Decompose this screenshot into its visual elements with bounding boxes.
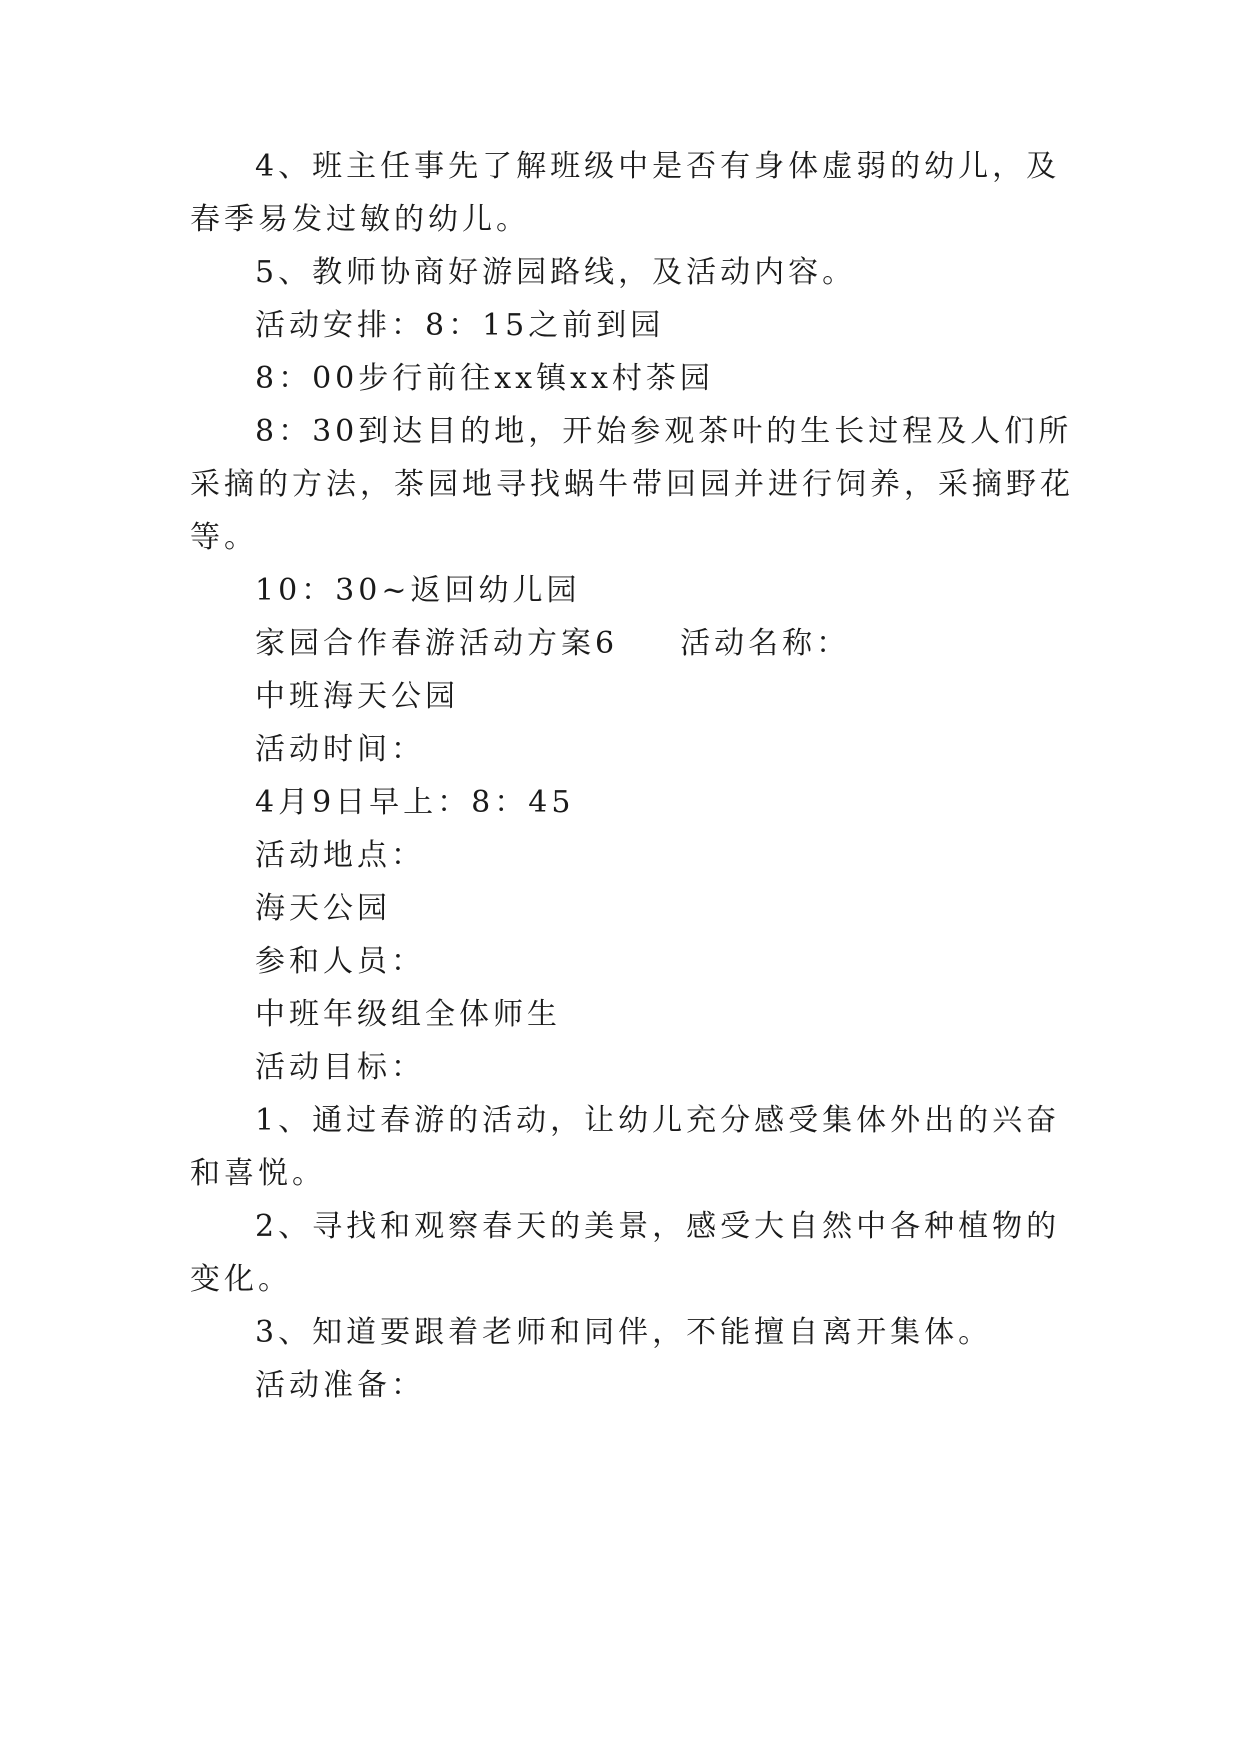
paragraph-line: 和喜悦。 bbox=[190, 1156, 326, 1191]
paragraph-line: 2、寻找和观察春天的美景，感受大自然中各种植物的 bbox=[255, 1209, 1061, 1244]
paragraph-line: 4、班主任事先了解班级中是否有身体虚弱的幼儿，及 bbox=[255, 149, 1061, 184]
paragraph-line: 8：30到达目的地，开始参观茶叶的生长过程及人们所 bbox=[255, 414, 1073, 449]
paragraph-line: 活动地点： bbox=[255, 838, 425, 873]
paragraph-line: 4月9日早上：8：45 bbox=[255, 785, 575, 820]
paragraph-line bbox=[255, 624, 1125, 664]
paragraph-line: 采摘的方法，茶园地寻找蜗牛带回园并进行饲养，采摘野花 bbox=[190, 467, 1074, 502]
paragraph-line: 海天公园 bbox=[255, 891, 391, 926]
paragraph-line: 3、知道要跟着老师和同伴，不能擅自离开集体。 bbox=[255, 1315, 993, 1350]
paragraph-line: 参和人员： bbox=[255, 944, 425, 979]
paragraph-line: 变化。 bbox=[190, 1262, 292, 1297]
paragraph-line: 活动时间： bbox=[255, 732, 425, 767]
paragraph-line: 5、教师协商好游园路线，及活动内容。 bbox=[255, 255, 857, 290]
paragraph-line: 1、通过春游的活动，让幼儿充分感受集体外出的兴奋 bbox=[255, 1103, 1061, 1138]
paragraph-line: 中班海天公园 bbox=[255, 679, 459, 714]
section-title: 家园合作春游活动方案6 bbox=[255, 626, 619, 661]
paragraph-line: 中班年级组全体师生 bbox=[255, 997, 561, 1032]
paragraph-line: 活动目标： bbox=[255, 1050, 425, 1085]
paragraph-line: 10：30~返回幼儿园 bbox=[255, 573, 581, 608]
paragraph-line: 春季易发过敏的幼儿。 bbox=[190, 202, 530, 237]
paragraph-line: 活动安排：8：15之前到园 bbox=[255, 308, 665, 343]
field-label: 活动名称： bbox=[680, 626, 851, 661]
paragraph-line: 等。 bbox=[190, 520, 258, 555]
paragraph-line: 8：00步行前往xx镇xx村茶园 bbox=[255, 361, 714, 396]
paragraph-line: 活动准备： bbox=[255, 1368, 425, 1403]
